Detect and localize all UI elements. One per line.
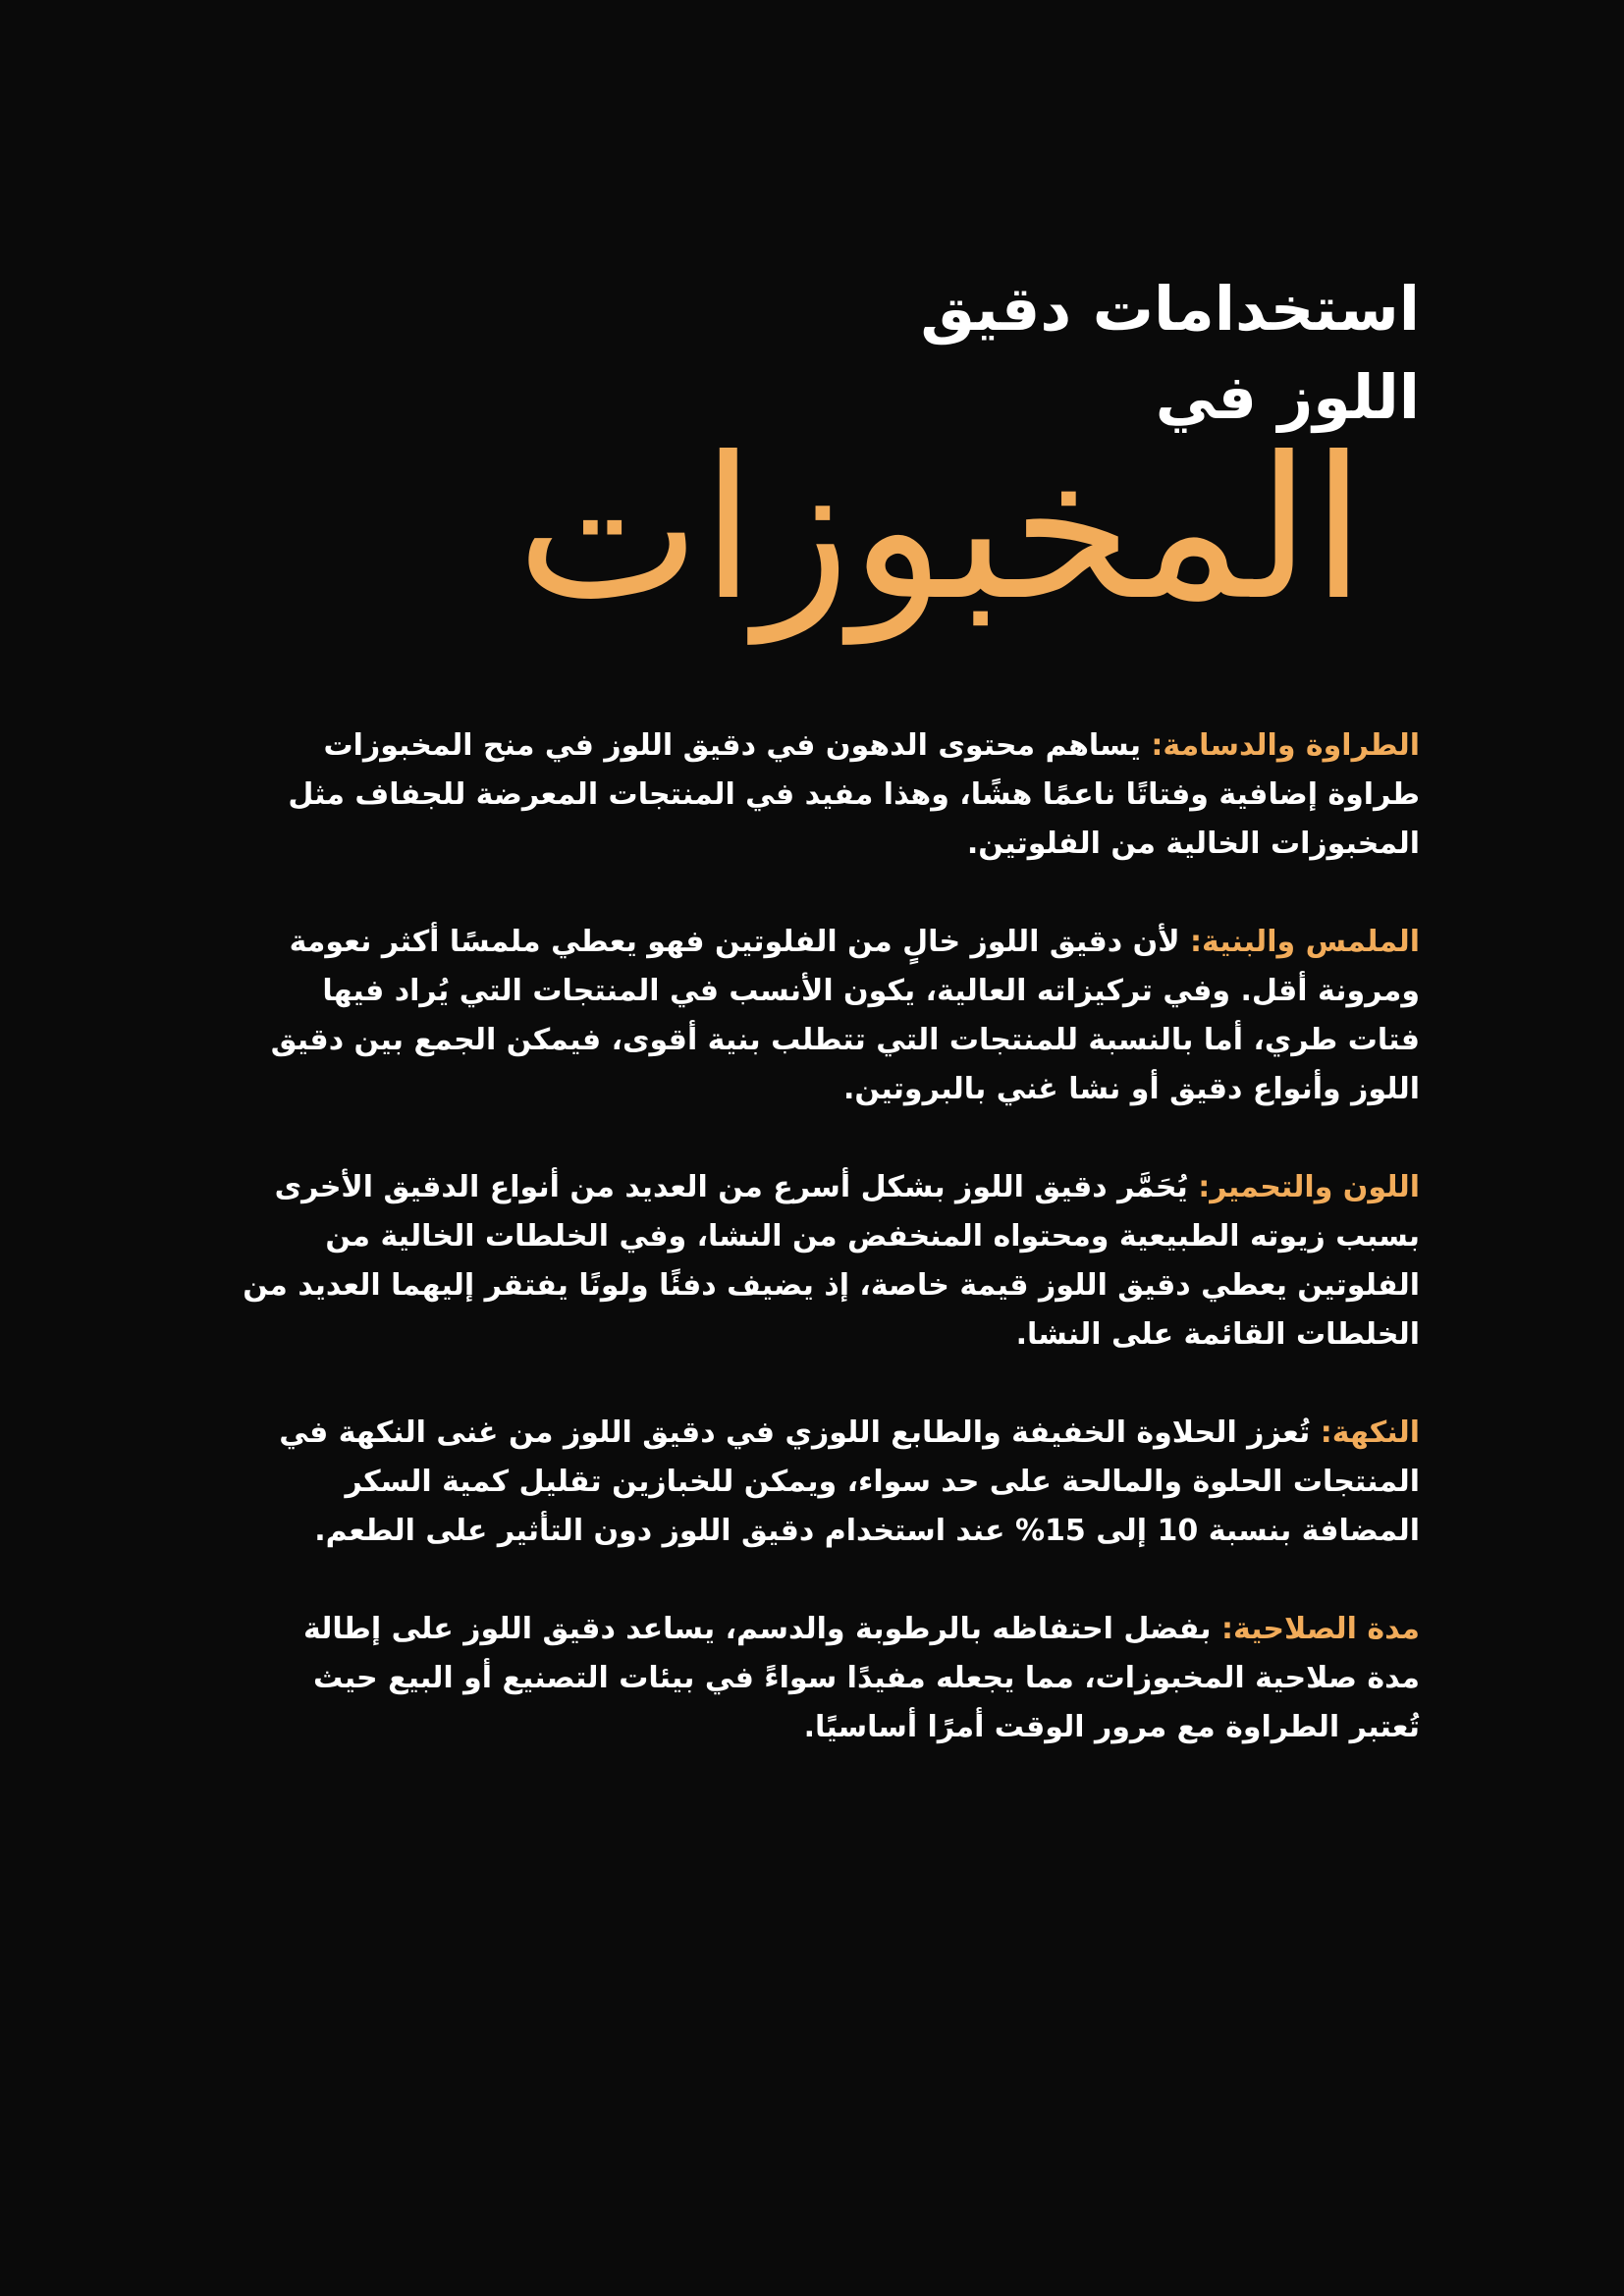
section-text: لأن دقيق اللوز خالٍ من الفلوتين فهو يعطي ملمسًا أكثر نعومة ومرونة أقل. وفي تركيزاته العالية، يكون الأنسب في المنتجات التي يُراد فيها فتات طري، أما بالنسبة للمنتجات التي تتطلب بنية أقوى، فيمكن الجمع بين دقيق اللوز وأنواع دقيق أو نشا غني بالبروتين. xyxy=(270,925,1420,1106)
section-label: الطراوة والدسامة: xyxy=(1151,728,1420,763)
section-tenderness xyxy=(242,721,1420,869)
section-label: مدة الصلاحية: xyxy=(1220,1612,1420,1646)
section-texture xyxy=(242,918,1420,1114)
section-shelf-life xyxy=(242,1605,1420,1752)
section-text: بفضل احتفاظه بالرطوبة والدسم، يساعد دقيق اللوز على إطالة مدة صلاحية المخبوزات، مما يجعله مفيدًا سواءً في بيئات التصنيع أو البيع حيث تُعتبر الطراوة مع مرور الوقت أمرًا أساسيًا. xyxy=(302,1612,1420,1744)
title-highlight: المخبوزات xyxy=(515,415,1366,644)
section-label: الملمس والبنية: xyxy=(1190,925,1420,959)
section-label: اللون والتحمير: xyxy=(1198,1170,1420,1204)
section-text: يُحَمَّر دقيق اللوز بشكل أسرع من العديد من أنواع الدقيق الأخرى بسبب زيوته الطبيعية ومحتواه المنخفض من النشا، وفي الخلطات الخالية من الفلوتين يعطي دقيق اللوز قيمة خاصة، إذ يضيف دفئًا ولونًا يفتقر إليهما العديد من الخلطات القائمة على النشا. xyxy=(243,1170,1420,1352)
section-browning xyxy=(242,1163,1420,1360)
title-block xyxy=(242,265,1420,644)
section-label: النكهة: xyxy=(1320,1415,1420,1450)
section-text: يساهم محتوى الدهون في دقيق اللوز في منح المخبوزات طراوة إضافية وفتاتًا ناعمًا هشًا، وهذا مفيد في المنتجات المعرضة للجفاف مثل المخبوزات الخالية من الفلوتين. xyxy=(288,728,1420,861)
section-text: تُعزز الحلاوة الخفيفة والطابع اللوزي في دقيق اللوز من غنى النكهة في المنتجات الحلوة والمالحة على حد سواء، ويمكن للخبازين تقليل كمية السكر المضافة بنسبة 10 إلى 15% عند استخدام دقيق اللوز دون التأثير على الطعم. xyxy=(279,1415,1420,1548)
section-flavor xyxy=(242,1409,1420,1556)
title-line-1: استخدامات دقيق xyxy=(920,273,1420,345)
title-line-2: اللوز في xyxy=(1155,361,1420,433)
content-body xyxy=(242,721,1420,1801)
